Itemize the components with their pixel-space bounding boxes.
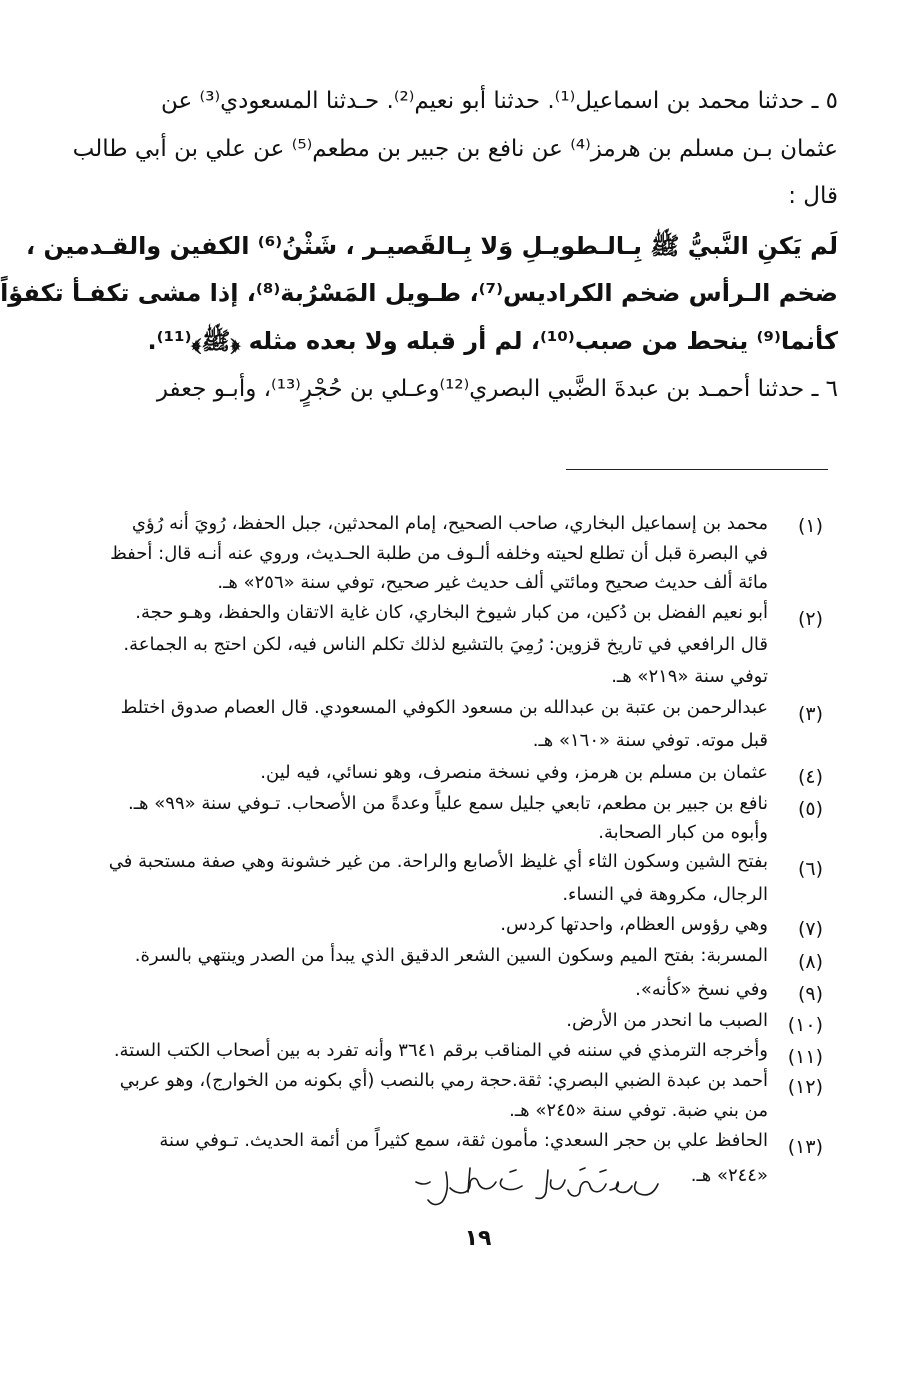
footnote-line: عبدالرحمن بن عتبة بن عبدالله بن مسعود الكوفي المسعودي. قال العصام صدوق اختلط: [120, 697, 768, 718]
main-text-line-3: قال :: [788, 183, 838, 209]
hadith-text-line-1: لَم يَكنِ النَّبيُّ ﷺ بِـالـطويـلِ وَلا بِـالقَصيـر ، شَثْنُ⁽⁶⁾ الكفين والقـدمين ،: [26, 232, 838, 260]
hadith-text-line-3: كأنما⁽⁹⁾ ينحط من صبب⁽¹⁰⁾، لم أر قبله ولا بعده مثله ﴿ﷺ﴾⁽¹¹⁾.: [147, 327, 838, 355]
footnote-line: بفتح الشين وسكون الثاء أي غليظ الأصابع والراحة. من غير خشونة وهي صفة مستحبة في: [108, 851, 768, 872]
page-number: ١٩: [464, 1226, 492, 1251]
footnote-line: محمد بن إسماعيل البخاري، صاحب الصحيح، إمام المحدثين، جبل الحفظ، رُويَ أنه رُؤي: [131, 513, 768, 534]
footnote-number: (١٢): [787, 1076, 823, 1098]
footnote-number: (٥): [797, 798, 823, 820]
footnote-line: توفي سنة «٢١٩» هـ.: [611, 666, 768, 687]
footnote-number: (١١): [787, 1046, 823, 1068]
footnote-line: وأخرجه الترمذي في سننه في المناقب برقم ٣٦٤١ وأنه تفرد به بين أصحاب الكتب الستة.: [113, 1040, 768, 1061]
footnote-line: الحافظ علي بن حجر السعدي: مأمون ثقة، سمع كثيراً من أئمة الحديث. تـوفي سنة: [159, 1130, 768, 1151]
footnote-line: نافع بن جبير بن مطعم، تابعي جليل سمع علياً وعدةً من الأصحاب. تـوفي سنة «٩٩» هـ.: [128, 793, 768, 814]
footnote-line: قبل موته. توفي سنة «١٦٠» هـ.: [532, 730, 768, 751]
footnote-number: (٤): [797, 766, 823, 788]
footnote-line: وفي نسخ «كأنه».: [635, 979, 768, 1000]
footnote-number: (٨): [797, 951, 823, 973]
footnote-separator: [566, 469, 828, 470]
footnote-number: (١٣): [787, 1136, 823, 1158]
footnote-line: «٢٤٤» هـ.: [690, 1165, 768, 1186]
footnote-number: (١٠): [787, 1014, 823, 1036]
footnote-line: المسربة: بفتح الميم وسكون السين الشعر الدقيق الذي يبدأ من الصدر وينتهي بالسرة.: [134, 945, 768, 966]
footnote-line: مائة ألف حديث صحيح ومائتي ألف حديث غير صحيح، توفي سنة «٢٥٦» هـ.: [217, 572, 768, 593]
footnote-line: وهي رؤوس العظام، واحدتها كردس.: [500, 914, 768, 935]
footnote-line: عثمان بن مسلم بن هرمز، وفي نسخة منصرف، وهو نسائي، فيه لين.: [260, 762, 768, 783]
handwritten-signature-icon: [410, 1162, 670, 1210]
footnote-line: أحمد بن عبدة الضبي البصري: ثقة.حجة رمي بالنصب (أي بكونه من الخوارج)، وهو عربي: [119, 1070, 768, 1091]
hadith-text-line-2: ضخم الـرأس ضخم الكراديس⁽⁷⁾، طـويل المَسْرُبة⁽⁸⁾، إذا مشى تكفـأ تكفؤاً: [0, 279, 838, 307]
main-text-line-1: ٥ ـ حدثنا محمد بن اسماعيل⁽¹⁾. حدثنا أبو نعيم⁽²⁾. حـدثنا المسعودي⁽³⁾ عن: [161, 88, 838, 114]
footnote-line: وأبوه من كبار الصحابة.: [598, 822, 768, 843]
main-text-line-2: عثمان بـن مسلم بن هرمز⁽⁴⁾ عن نافع بن جبير بن مطعم⁽⁵⁾ عن علي بن أبي طالب: [72, 136, 838, 162]
footnote-number: (٩): [797, 983, 823, 1005]
footnote-line: قال الرافعي في تاريخ قزوين: رُمِيَ بالتشيع لذلك تكلم الناس فيه، لكن احتج به الجماعة.: [123, 634, 768, 655]
footnote-line: من بني ضبة. توفي سنة «٢٤٥» هـ.: [509, 1100, 768, 1121]
footnote-line: الرجال، مكروهة في النساء.: [562, 884, 768, 905]
footnote-number: (٣): [797, 703, 823, 725]
footnote-line: أبو نعيم الفضل بن دُكين، من كبار شيوخ البخاري، كان غاية الاتقان والحفظ، وهـو حجة.: [135, 602, 768, 623]
footnote-number: (١): [797, 515, 823, 537]
main-text-line-4: ٦ ـ حدثنا أحمـد بن عبدةَ الضَّبي البصري⁽¹²⁾وعـلي بن حُجْرٍ⁽¹³⁾، وأبـو جعفر: [156, 376, 838, 402]
footnote-line: الصبب ما انحدر من الأرض.: [566, 1010, 768, 1031]
footnote-line: في البصرة قبل أن تطلع لحيته وخلفه ألـوف من طلبة الحـديث، وروي عنه أنـه قال: أحفظ: [110, 543, 768, 564]
footnote-number: (٢): [797, 608, 823, 630]
footnote-number: (٧): [797, 918, 823, 940]
footnote-number: (٦): [797, 858, 823, 880]
